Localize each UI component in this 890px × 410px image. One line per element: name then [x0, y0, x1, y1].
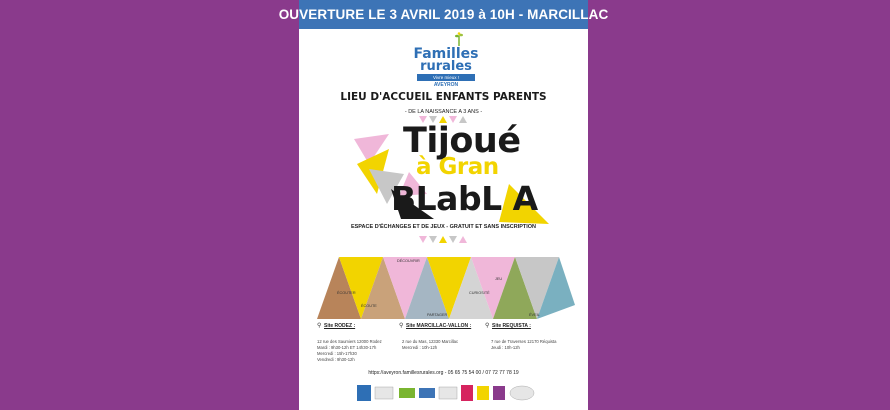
collage-word: ÉVEIL	[529, 313, 540, 317]
partner-logo	[510, 386, 534, 400]
partner-logo	[419, 388, 435, 398]
collage-word: JEU	[495, 277, 503, 281]
partner-logo	[461, 385, 473, 401]
partner-logo	[399, 388, 415, 398]
partner-logo	[477, 386, 489, 400]
top-banner	[278, 0, 609, 29]
partner-logo	[439, 387, 457, 399]
photo-collage	[317, 255, 575, 319]
site-marcillac-details	[402, 339, 458, 351]
collage-word: DÉCOUVRIR	[397, 259, 420, 263]
contact-line: https://aveyron.famillesrurales.org - 05 65 75 54 00 / 07 72 77 78 19	[368, 370, 519, 376]
title-line-2: à Gran	[416, 154, 499, 180]
site-name: Site RODEZ :	[324, 323, 356, 329]
partner-logo	[493, 386, 505, 400]
banner-text: OUVERTURE LE 3 AVRIL 2019 à 10H - MARCILLAC	[278, 7, 609, 22]
detail-line: Mardi : 9h30-12h ET 14h30-17h	[317, 345, 377, 350]
title-line-1: Tijoué	[403, 121, 521, 161]
collage-word: ÉCOUTER	[337, 291, 356, 295]
detail-line: Jeudi : 10h-12h	[491, 345, 520, 350]
site-marcillac	[399, 323, 471, 330]
logo-line-2: rurales	[420, 59, 472, 74]
logo-tagline: Vivre mieux !	[417, 74, 475, 81]
detail-line: 12 rue des Saumiers 12000 Rodez	[317, 339, 382, 344]
detail-line: 2 rue du Mas, 12330 Marcillac	[402, 339, 459, 344]
location-pin-icon: ⚲	[485, 323, 490, 329]
age-range: - DE LA NAISSANCE A 3 ANS -	[404, 109, 483, 115]
sprout-icon	[455, 32, 463, 46]
site-rodez	[317, 323, 355, 330]
collage-word: PARTAGER	[427, 313, 448, 317]
site-rodez-details	[317, 339, 382, 363]
collage-word: ÉCOUTE	[361, 304, 377, 308]
familles-rurales-logo	[407, 32, 485, 90]
logo-region: AVEYRON	[433, 82, 459, 88]
detail-line: Vendredi : 9h30-12h	[317, 357, 355, 362]
partner-logos	[357, 383, 537, 403]
site-requista	[485, 323, 531, 330]
partner-logo	[375, 387, 393, 399]
site-name: Site REQUISTA :	[492, 323, 531, 329]
location-pin-icon: ⚲	[399, 323, 404, 329]
title-line-3: BLabL A	[391, 179, 538, 218]
detail-line: 7 rue de Traverses 12170 Réquista	[491, 339, 557, 344]
collage-word: CURIOSITÉ	[469, 291, 490, 295]
partner-logo	[357, 385, 371, 401]
detail-line: Mercredi : 10h-12h	[402, 345, 438, 350]
logo-line-1: Familles	[413, 46, 479, 62]
triangle-row-middle	[419, 236, 467, 244]
site-name: Site MARCILLAC-VALLON :	[406, 323, 472, 329]
location-pin-icon: ⚲	[317, 323, 322, 329]
site-requista-details	[491, 339, 556, 351]
poster	[299, 29, 588, 410]
poster-heading: LIEU D'ACCUEIL ENFANTS PARENTS	[340, 91, 547, 103]
detail-line: Mercredi : 15h-17h30	[317, 351, 357, 356]
poster-tagline: ESPACE D'ÉCHANGES ET DE JEUX - GRATUIT ET SANS INSCRIPTION	[350, 224, 537, 230]
